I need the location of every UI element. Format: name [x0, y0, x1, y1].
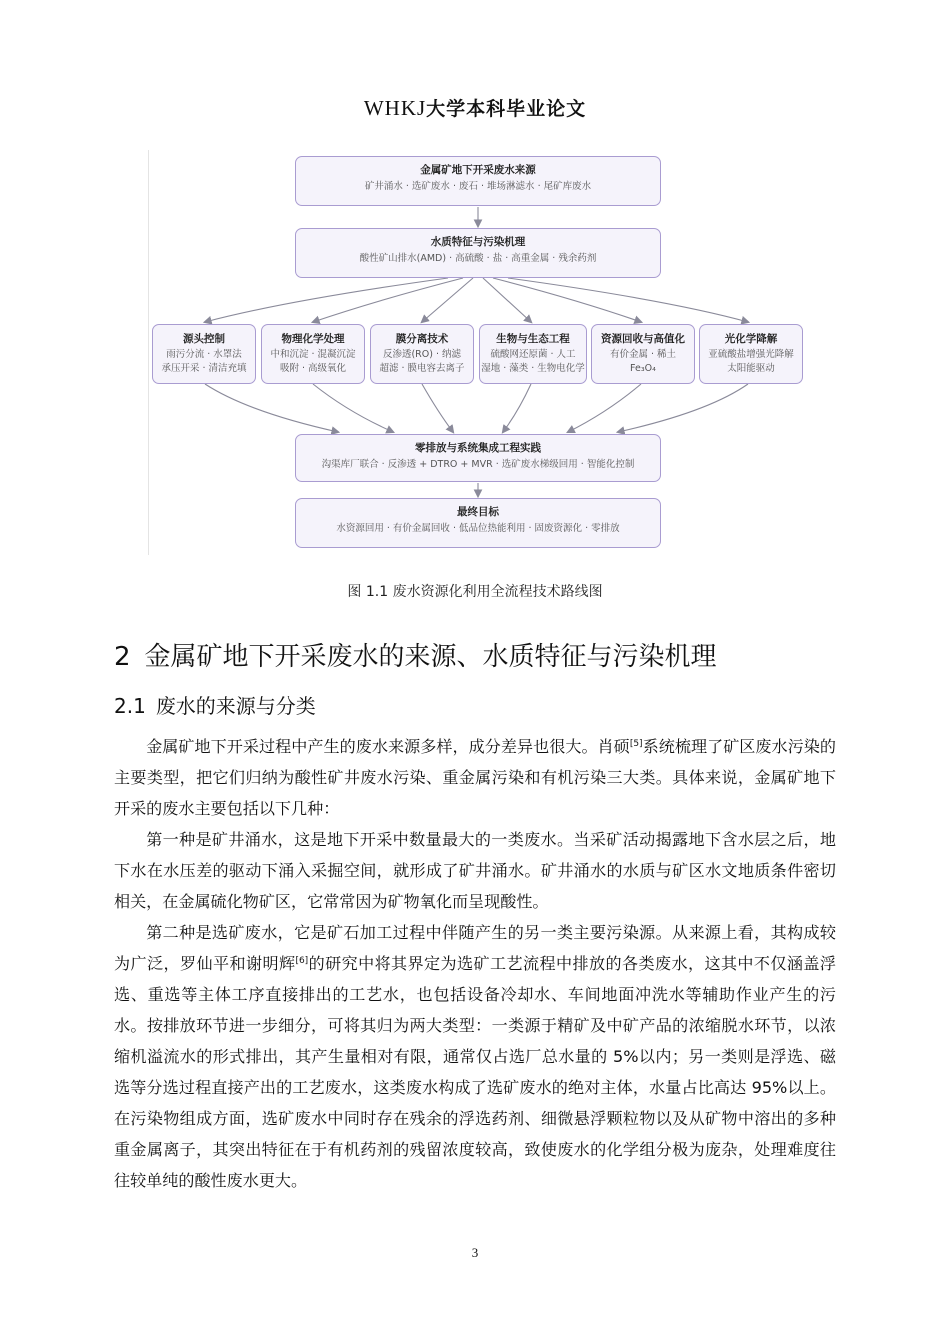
arrow-quality-to-tech-4	[483, 278, 531, 322]
node-line-2: 太阳能驱动	[727, 363, 775, 374]
node-line-2: 湿地 · 藻类 · 生物电化学	[481, 363, 585, 374]
node-subtitle	[480, 348, 586, 376]
paragraph-3	[114, 917, 836, 1196]
body-text	[114, 731, 836, 1196]
node-line-1: 雨污分流 · 水罩法	[166, 349, 242, 360]
paragraph-text: 金属矿地下开采过程中产生的废水来源多样，成分差异也很大。肖硕	[146, 737, 630, 756]
paragraph-1	[114, 731, 836, 824]
node-title: 生物与生态工程	[496, 333, 570, 345]
figure-caption: 图 1.1 废水资源化利用全流程技术路线图	[347, 584, 603, 600]
node-subtitle: 矿井涌水 · 选矿废水 · 废石 · 堆场淋滤水 · 尾矿库废水	[364, 181, 592, 192]
node-final-goal	[295, 498, 661, 548]
arrow-tech-3-to-integration	[422, 384, 453, 432]
node-line-2: 超滤 · 膜电容去离子	[379, 363, 465, 374]
arrow-quality-to-tech-3	[422, 278, 473, 322]
citation-ref[interactable]: [5]	[629, 739, 643, 749]
subsection-title: 废水的来源与分类	[155, 694, 316, 718]
node-line-1: 中和沉淀 · 混凝沉淀	[270, 349, 356, 360]
header-latin: WHKJ	[363, 96, 427, 120]
paragraph-text: 第二种是选矿废水，它是矿石加工过程中伴随产生的另一类主要污染源。从来源上看，其构成较为广泛，罗仙平和谢明辉	[114, 923, 836, 973]
node-title: 金属矿地下开采废水来源	[420, 164, 536, 176]
arrow-tech-4-to-integration	[503, 384, 531, 432]
node-integration	[295, 434, 661, 482]
node-subtitle	[262, 348, 364, 376]
node-tech-bio	[479, 324, 587, 384]
node-subtitle: 水资源回用 · 有价金属回收 · 低品位热能利用 · 固废资源化 · 零排放	[336, 523, 620, 534]
node-tech-resource	[591, 324, 695, 384]
arrow-tech-5-to-integration	[568, 384, 641, 432]
subsection-heading	[114, 690, 316, 719]
node-title: 光化学降解	[724, 333, 778, 345]
node-line-2: 吸附 · 高级氧化	[279, 363, 347, 374]
section-number: 2	[114, 642, 131, 672]
node-line-1: 亚硫酸盐增强光降解	[708, 349, 794, 360]
node-title: 膜分离技术	[395, 333, 449, 345]
node-line-1: 反渗透(RO) · 纳滤	[382, 349, 462, 360]
node-water-quality	[295, 228, 661, 278]
citation-ref[interactable]: [6]	[295, 956, 309, 966]
node-title: 源头控制	[183, 333, 225, 345]
arrow-quality-to-tech-1	[205, 278, 448, 322]
paragraph-text: 系统梳理了矿区废水污染的主要类型，把它们归纳为酸性矿井废水污染、重金属污染和有机污染三大类。具体来说，金属矿地下开采的废水主要包括以下几种：	[114, 737, 837, 818]
node-title: 零排放与系统集成工程实践	[415, 442, 541, 454]
node-line-1: 硫酸网还原菌 · 人工	[490, 349, 576, 360]
page-number: 3	[471, 1245, 479, 1260]
node-title: 资源回收与高值化	[601, 333, 685, 345]
arrow-tech-2-to-integration	[313, 384, 393, 432]
node-tech-membrane	[370, 324, 474, 384]
section-title: 金属矿地下开采废水的来源、水质特征与污染机理	[144, 642, 717, 672]
node-title: 最终目标	[457, 506, 499, 518]
node-subtitle: 沟渠库厂联合 · 反渗透 + DTRO + MVR · 选矿废水梯级回用 · 智能化控制	[321, 459, 635, 470]
arrow-quality-to-tech-5	[493, 278, 641, 322]
arrow-tech-6-to-integration	[618, 384, 748, 432]
node-subtitle	[153, 348, 255, 376]
header-title: 大学本科毕业论文	[426, 98, 587, 120]
paragraph-2: 第一种是矿井涌水，这是地下开采中数量最大的一类废水。当采矿活动揭露地下含水层之后，地下水在水压差的驱动下涌入采掘空间，就形成了矿井涌水。矿井涌水的水质与矿区水文地质条件密切相关，在金属硫化物矿区，它常常因为矿物氧化而呈现酸性。	[114, 830, 836, 911]
node-line-1: 有价金属 · 稀土	[609, 349, 677, 360]
node-subtitle	[592, 348, 694, 376]
arrow-quality-to-tech-2	[313, 278, 463, 322]
node-tech-physchem	[261, 324, 365, 384]
node-title: 物理化学处理	[281, 333, 345, 345]
arrow-quality-to-tech-6	[508, 278, 748, 322]
node-subtitle	[700, 348, 802, 376]
node-wastewater-source	[295, 156, 661, 206]
node-tech-source-control	[152, 324, 256, 384]
arrow-tech-1-to-integration	[205, 384, 338, 432]
section-heading	[114, 636, 717, 673]
page-header	[0, 94, 950, 121]
node-subtitle: 酸性矿山排水(AMD) · 高硫酸 · 盐 · 高重金属 · 残余药剂	[359, 253, 597, 264]
node-subtitle	[371, 348, 473, 376]
node-line-2: Fe₃O₄	[630, 363, 656, 374]
node-title: 水质特征与污染机理	[430, 236, 526, 248]
node-tech-photochem	[699, 324, 803, 384]
node-line-2: 承压开采 · 清洁充填	[161, 363, 247, 374]
paragraph-text: 的研究中将其界定为选矿工艺流程中排放的各类废水，这其中不仅涵盖浮选、重选等主体工序直接排出的工艺水，也包括设备冷却水、车间地面冲洗水等辅助作业产生的污水。按排放环节进一步细分，可将其归为两大类型：一类源于精矿及中矿产品的浓缩脱水环节，以浓缩机溢流水的形式排出，其产生量相对有限，通常仅占选厂总水量的 5%以内；另一类则是浮选、磁选等分选过程直接产出的工艺废水，这类废水构成了选矿废水的绝对主体，水量占比高达 95%以上。在污染物组成方面，选矿废水中同时存在残余的浮选药剂、细微悬浮颗粒物以及从矿物中溶出的多种重金属离子，其突出特征在于有机药剂的残留浓度较高，致使废水的化学组分极为庞杂，处理难度往往较单纯的酸性废水更大。	[114, 954, 837, 1190]
subsection-number: 2.1	[114, 694, 146, 718]
roadmap-figure	[148, 150, 808, 555]
